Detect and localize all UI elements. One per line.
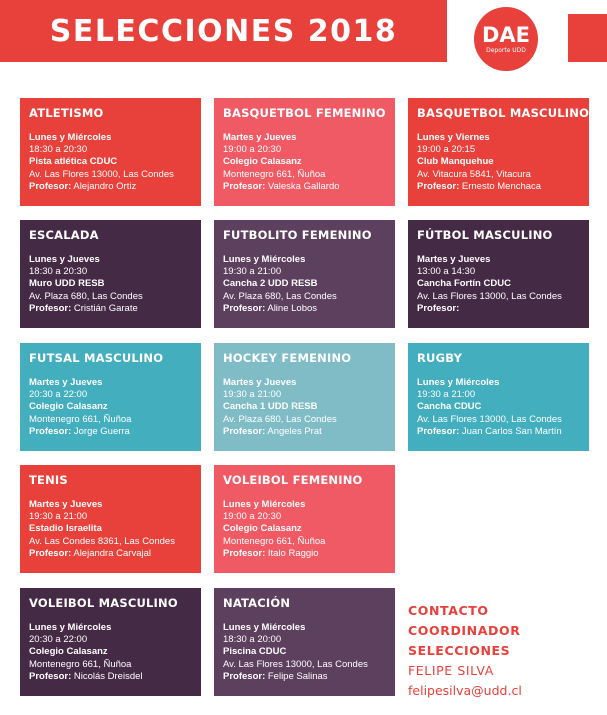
card-days: Lunes y Miércoles: [29, 132, 112, 143]
card-address: Av. Las Flores 13000, Las Condes: [29, 168, 174, 180]
card-sport-name: TENIS: [29, 473, 68, 487]
card-professor-label: Profesor:: [223, 547, 266, 559]
card-venue: Colegio Calasanz: [29, 401, 108, 413]
card-professor-label: Profesor:: [29, 547, 72, 559]
logo-subtext: Deporte UDD: [486, 46, 526, 54]
card-address: Montenegro 661, Ñuñoa: [223, 535, 326, 547]
card-professor-name: Felipe Salinas: [267, 670, 328, 682]
card-atletismo: [20, 98, 201, 206]
card-address: Montenegro 661, Ñuñoa: [223, 168, 326, 180]
card-hockey-femenino: [214, 343, 395, 451]
logo-text: DAE: [481, 22, 531, 47]
card-venue: Piscina CDUC: [223, 646, 287, 658]
contact-block: [408, 601, 607, 701]
page-title: SELECCIONES 2018: [49, 13, 398, 49]
card-professor: [223, 671, 387, 683]
card-professor-name: Angeles Prat: [267, 425, 322, 437]
card-professor: [417, 303, 581, 315]
card-address: Av. Las Flores 13000, Las Condes: [417, 290, 562, 302]
card-professor-name: Alejandro Ortiz: [73, 180, 137, 192]
card-professor-name: Juan Carlos San Martín: [461, 425, 562, 437]
card-professor: [223, 548, 387, 560]
card-address: Montenegro 661, Ñuñoa: [29, 658, 132, 670]
card-sport-name: VOLEIBOL MASCULINO: [29, 596, 178, 610]
card-venue: Colegio Calasanz: [223, 523, 302, 535]
contact-email-link[interactable]: felipesilva@udd.cl: [408, 683, 522, 698]
card-time: 13:00 a 14:30: [417, 266, 476, 278]
card-address: Av. Las Flores 13000, Las Condes: [223, 658, 368, 670]
card-time: 18:30 a 20:00: [223, 634, 282, 646]
card-rugby: [408, 343, 589, 451]
contact-heading-2: COORDINADOR: [408, 623, 521, 638]
card-time: 20:30 a 22:00: [29, 389, 88, 401]
card-days: Lunes y Miércoles: [223, 499, 306, 510]
card-address: Av. Plaza 680, Las Condes: [223, 290, 337, 302]
card-professor-label: Profesor:: [29, 302, 72, 314]
card-address: Av. Plaza 680, Las Condes: [29, 290, 143, 302]
card-days: Martes y Jueves: [223, 377, 297, 388]
card-time: 19:30 a 21:00: [29, 511, 88, 523]
card-sport-name: RUGBY: [417, 351, 463, 365]
card-professor: [29, 548, 193, 560]
card-professor-label: Profesor:: [417, 180, 460, 192]
card-futbol-masculino: [408, 220, 589, 328]
card-escalada: [20, 220, 201, 328]
card-sport-name: BASQUETBOL FEMENINO: [223, 106, 386, 120]
card-time: 20:30 a 22:00: [29, 634, 88, 646]
dae-logo: [474, 7, 538, 71]
corner-decoration: [568, 14, 607, 62]
card-professor-label: Profesor:: [417, 425, 460, 437]
card-days: Lunes y Viernes: [417, 132, 490, 143]
card-venue: Muro UDD RESB: [29, 278, 105, 290]
card-sport-name: FÚTBOL MASCULINO: [417, 228, 553, 242]
card-voleibol-masculino: [20, 588, 201, 696]
card-tenis: [20, 465, 201, 573]
card-futbolito-femenino: [214, 220, 395, 328]
card-sport-name: VOLEIBOL FEMENINO: [223, 473, 363, 487]
card-venue: Estadio Israelita: [29, 523, 102, 535]
card-days: Lunes y Miércoles: [417, 377, 500, 388]
card-venue: Cancha Fortín CDUC: [417, 278, 511, 290]
card-basquetbol-femenino: [214, 98, 395, 206]
contact-heading-3: SELECCIONES: [408, 643, 511, 658]
card-days: Martes y Jueves: [417, 254, 491, 265]
contact-name: FELIPE SILVA: [408, 663, 494, 678]
card-futsal-masculino: [20, 343, 201, 451]
card-sport-name: BASQUETBOL MASCULINO: [417, 106, 590, 120]
card-days: Martes y Jueves: [29, 377, 103, 388]
card-sport-name: HOCKEY FEMENINO: [223, 351, 352, 365]
card-professor-name: Cristián Garate: [73, 302, 138, 314]
card-professor-label: Profesor:: [223, 425, 266, 437]
card-professor: [29, 671, 193, 683]
card-professor: [223, 303, 387, 315]
card-basquetbol-masculino: [408, 98, 589, 206]
card-venue: Cancha 2 UDD RESB: [223, 278, 318, 290]
card-professor-label: Profesor:: [223, 302, 266, 314]
card-venue: Colegio Calasanz: [29, 646, 108, 658]
card-professor-name: Ernesto Menchaca: [461, 180, 542, 192]
card-professor: [29, 426, 193, 438]
card-professor: [417, 426, 581, 438]
card-professor: [29, 181, 193, 193]
card-professor-name: Nicolás Dreisdel: [73, 670, 143, 682]
card-time: 19:30 a 21:00: [223, 266, 282, 278]
card-sport-name: FUTBOLITO FEMENINO: [223, 228, 372, 242]
card-venue: Colegio Calasanz: [223, 156, 302, 168]
card-professor-name: Aline Lobos: [267, 302, 318, 314]
card-voleibol-femenino: [214, 465, 395, 573]
card-time: 19:00 a 20:30: [223, 511, 282, 523]
card-days: Lunes y Miércoles: [29, 622, 112, 633]
card-venue: Pista atlética CDUC: [29, 156, 118, 168]
card-address: Montenegro 661, Ñuñoa: [29, 413, 132, 425]
card-sport-name: FUTSAL MASCULINO: [29, 351, 164, 365]
card-venue: Cancha CDUC: [417, 401, 482, 413]
card-days: Martes y Jueves: [223, 132, 297, 143]
card-professor: [29, 303, 193, 315]
card-professor-label: Profesor:: [29, 670, 72, 682]
card-days: Lunes y Miércoles: [223, 254, 306, 265]
card-sport-name: ESCALADA: [29, 228, 99, 242]
card-address: Av. Las Flores 13000, Las Condes: [417, 413, 562, 425]
card-professor: [417, 181, 581, 193]
card-professor-name: Italo Raggio: [267, 547, 319, 559]
card-address: Av. Las Condes 8361, Las Condes: [29, 535, 175, 547]
card-address: Av. Vitacura 5841, Vitacura: [417, 168, 531, 180]
card-time: 19:30 a 21:00: [223, 389, 282, 401]
card-professor-name: Valeska Gallardo: [267, 180, 340, 192]
card-professor-label: Profesor:: [417, 302, 460, 314]
card-natacion: [214, 588, 395, 696]
card-professor-label: Profesor:: [223, 180, 266, 192]
card-time: 18:30 a 20:30: [29, 266, 88, 278]
card-sport-name: ATLETISMO: [29, 106, 104, 120]
card-days: Lunes y Jueves: [29, 254, 100, 265]
card-professor-label: Profesor:: [29, 180, 72, 192]
card-time: 19:00 a 20:30: [223, 144, 282, 156]
contact-heading-1: CONTACTO: [408, 603, 489, 618]
card-professor-name: Jorge Guerra: [73, 425, 130, 437]
card-time: 18:30 a 20:30: [29, 144, 88, 156]
card-sport-name: NATACIÓN: [223, 596, 291, 610]
card-address: Av. Plaza 680, Las Condes: [223, 413, 337, 425]
card-venue: Club Manquehue: [417, 156, 494, 168]
card-professor-label: Profesor:: [29, 425, 72, 437]
card-professor-name: Alejandra Carvajal: [73, 547, 151, 559]
card-professor-label: Profesor:: [223, 670, 266, 682]
card-time: 19:00 a 20:15: [417, 144, 476, 156]
card-venue: Cancha 1 UDD RESB: [223, 401, 318, 413]
card-time: 19:30 a 21:00: [417, 389, 476, 401]
card-days: Martes y Jueves: [29, 499, 103, 510]
card-professor: [223, 426, 387, 438]
card-days: Lunes y Miércoles: [223, 622, 306, 633]
card-professor: [223, 181, 387, 193]
